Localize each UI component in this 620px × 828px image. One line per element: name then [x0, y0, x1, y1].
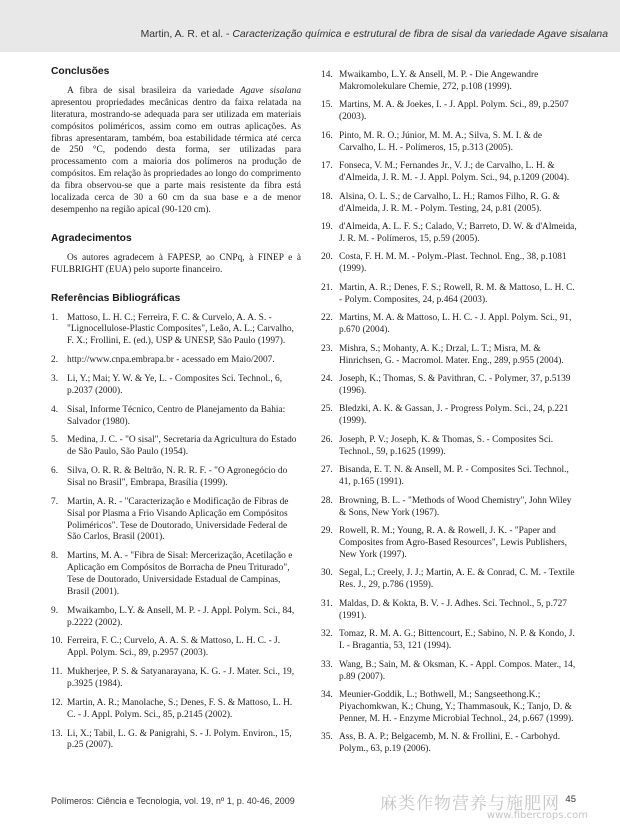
reference-number: 30.	[321, 568, 333, 579]
reference-text: Maldas, D. & Kokta, B. V. - J. Adhes. Sci. Technol., 5, p.727 (1991).	[339, 598, 567, 621]
reference-number: 7.	[51, 496, 59, 507]
reference-text: Ferreira, F. C.; Curvelo, A. A. S. & Mattoso, L. H. C. - J. Appl. Polym. Sci., 89, p.2957 (2003).	[67, 636, 281, 659]
reference-text: Medina, J. C. - "O sisal", Secretaria da Agricultura do Estado de São Paulo, São Paulo (1954).	[67, 435, 297, 458]
reference-number: 21.	[321, 282, 333, 293]
right-column	[323, 70, 578, 763]
reference-text: Mattoso, L. H. C.; Ferreira, F. C. & Curvelo, A. A. S. - "Lignocellulose-Plastic Composites", Leão, A. L.; Carvalho, F. X.; Frollini, E. (ed.), USP & UNESP, São Paulo (1997).	[67, 312, 294, 347]
header-title: Caracterização química e estrutural de fibra de sisal da variedade Agave sisalana	[232, 29, 608, 40]
reference-text: Browning, B. L. - "Methods of Wood Chemistry", John Wiley & Sons, New York (1967).	[339, 495, 572, 518]
reference-item	[323, 496, 578, 520]
reference-text: Martin, A. R.; Denes, F. S.; Rowell, R. M. & Mattoso, L. H. C. - Polym. Composites, 24, p.464 (2003).	[339, 282, 575, 305]
references-heading: Referências Bibliográficas	[51, 292, 181, 304]
reference-item	[323, 568, 578, 592]
reference-text: Sisal, Informe Técnico, Centro de Planejamento da Bahia: Salvador (1980).	[67, 404, 286, 427]
reference-item	[323, 435, 578, 459]
reference-item	[323, 100, 578, 124]
reference-text: Martins, M. A. - "Fibra de Sisal: Mercerização, Acetilação e Aplicação em Compósitos de Borracha de Pneu Triturado", Tese de Doutorado, Universidade Estadual de Campinas, Brasil (2001).	[67, 551, 293, 597]
reference-number: 15.	[321, 100, 333, 111]
reference-item	[51, 551, 301, 599]
reference-text: Bledzki, A. K. & Gassan, J. - Progress Polym. Sci., 24, p.221 (1999).	[339, 404, 569, 427]
reference-text: Li, Y.; Mai; Y. W. & Ye, L. - Composites Sci. Technol., 6, p.2037 (2000).	[67, 373, 283, 396]
reference-text: Martin, A. R.; Manolache, S.; Denes, F. S. & Mattoso, L. H. C. - J. Appl. Polym. Sci., 85, p.2145 (2002).	[67, 697, 293, 720]
reference-item	[323, 629, 578, 653]
reference-list-right	[323, 70, 578, 756]
reference-list-left	[51, 313, 301, 753]
reference-text: Mwaikambo, L.Y. & Ansell, M. P. - Die Angewandre Makromolekulare Chemie, 272, p.108 (1999).	[339, 70, 539, 92]
left-column	[51, 66, 301, 759]
watermark-chinese: 麻类作物营养与施肥网	[380, 794, 560, 814]
reference-number: 12.	[51, 697, 63, 708]
reference-number: 14.	[321, 70, 333, 80]
reference-number: 26.	[321, 434, 333, 445]
reference-text: Martin, A. R. - "Caracterização e Modificação de Fibras de Sisal por Plasma a Frio Visando Aplicação em Compósitos Poliméricos". Tese de Doutorado, Universidade Federal de São Carlos, Brasil (2001).	[67, 496, 289, 543]
reference-number: 25.	[321, 404, 333, 415]
reference-item	[323, 161, 578, 185]
reference-item	[323, 374, 578, 398]
reference-number: 6.	[51, 466, 59, 477]
reference-text: d'Almeida, A. L. F. S.; Calado, V.; Barreto, D. W. & d'Almeida, J. R. M. - Polímeros, 15, p.59 (2005).	[339, 222, 577, 244]
reference-text: Li, X.; Tabil, L. G. & Panigrahi, S. - J. Polym. Environ., 15, p.25 (2007).	[67, 728, 292, 751]
reference-number: 24.	[321, 374, 333, 385]
reference-item	[323, 222, 578, 246]
reference-text: Ass, B. A. P.; Belgacemb, M. N. & Frollini, E. - Carbohyd. Polym., 63, p.19 (2006).	[339, 732, 561, 755]
conclusions-text-b: apresentou propriedades mecânicas dentro da faixa relatada na literatura, mostrando-se adequada para ser utilizada em materiais compósitos poliméricos, assim como em outras aplicações. As fibras apresentaram, também, boa estabilidade térmica até cerca de 250 °C, podendo desta forma, ser utilizadas para processamento com a maioria dos polímeros na produção de compósitos. Em relação às propriedades ao longo do comprimento da fibra observou-se que a parte mais resistente da fibra está localizada cerca de 30 a 60 cm da sua base e a de menor desempenho na região apical (90-120 cm).	[51, 97, 301, 215]
reference-item	[51, 606, 301, 630]
reference-text: Mishra, S.; Mohanty, A. K.; Drzal, L. T.; Misra, M. & Hinrichsen, G. - Macromol. Mater. Eng., 289, p.955 (2004).	[339, 343, 564, 366]
reference-text: Tomaz, R. M. A. G.; Bittencourt, E.; Sabino, N. P. & Kondo, J. I. - Bragantia, 53, 121 (1994).	[339, 629, 575, 652]
reference-number: 16.	[321, 130, 333, 141]
acknowledgments-paragraph: Os autores agradecem à FAPESP, ao CNPq, à FINEP e à FULBRIGHT (EUA) pelo suporte financeiro.	[51, 252, 301, 275]
reference-number: 1.	[51, 312, 59, 323]
reference-item	[323, 526, 578, 562]
reference-item	[51, 667, 301, 691]
reference-text: Fonseca, V. M.; Fernandes Jr., V. J.; de Carvalho, L. H. & d'Almeida, J. R. M. - J. Appl. Polym. Sci., 94, p.1209 (2004).	[339, 161, 570, 184]
reference-item	[51, 497, 301, 545]
reference-item	[323, 70, 578, 94]
conclusions-text-a: A fibra de sisal brasileira da variedade	[67, 85, 241, 96]
reference-item	[51, 374, 301, 398]
reference-number: 4.	[51, 404, 59, 415]
watermark-url: www.fibercrops.com	[486, 810, 588, 821]
reference-number: 20.	[321, 252, 333, 263]
reference-number: 28.	[321, 495, 333, 506]
reference-number: 27.	[321, 465, 333, 476]
reference-item	[51, 355, 301, 367]
reference-text: Mwaikambo, L.Y. & Ansell, M. P. - J. Appl. Polym. Sci., 84, p.2222 (2002).	[67, 605, 295, 628]
reference-text: Mukherjee, P. S. & Satyanarayana, K. G. - J. Mater. Sci., 19, p.3925 (1984).	[67, 667, 295, 690]
reference-number: 22.	[321, 313, 333, 324]
reference-item	[51, 466, 301, 490]
reference-item	[323, 690, 578, 726]
reference-item	[323, 192, 578, 216]
reference-item	[323, 660, 578, 684]
acknowledgments-heading: Agradecimentos	[51, 232, 132, 244]
reference-item	[51, 435, 301, 459]
species-name: Agave sisalana	[240, 85, 302, 96]
reference-text: http://www.cnpa.embrapa.br - acessado em Maio/2007.	[67, 355, 275, 366]
reference-number: 29.	[321, 526, 333, 537]
reference-text: Wang, B.; Sain, M. & Oksman, K. - Appl. Compos. Mater., 14, p.89 (2007).	[339, 659, 576, 682]
reference-text: Joseph, K.; Thomas, S. & Pavithran, C. - Polymer, 37, p.5139 (1996).	[339, 374, 571, 396]
reference-number: 31.	[321, 598, 333, 609]
reference-text: Rowell, R. M.; Young, R. A. & Rowell, J. K. - "Paper and Composites from Agro-Based Resources", Lewis Publishers, New York (1997).	[339, 526, 568, 560]
reference-text: Martins, M. A. & Joekes, I. - J. Appl. Polym. Sci., 89, p.2507 (2003).	[339, 100, 569, 123]
page-number: 45	[565, 794, 576, 805]
reference-number: 18.	[321, 191, 333, 202]
reference-text: Segal, L.; Creely, J. J.; Martin, A. E. & Conrad, C. M. - Textile Res. J., 29, p.786 (1959).	[339, 568, 575, 591]
reference-number: 23.	[321, 343, 333, 354]
reference-number: 10.	[51, 636, 63, 647]
reference-item	[51, 698, 301, 722]
conclusions-paragraph	[51, 86, 301, 217]
reference-text: Pinto, M. R. O.; Júnior, M. M. A.; Silva, S. M. I. & de Carvalho, L. H. - Polímeros, 15, p.313 (2005).	[339, 130, 543, 153]
reference-number: 17.	[321, 161, 333, 172]
reference-item	[323, 732, 578, 756]
conclusions-heading: Conclusões	[51, 66, 110, 77]
reference-item	[51, 405, 301, 429]
reference-number: 35.	[321, 732, 333, 743]
reference-number: 5.	[51, 435, 59, 446]
reference-text: Silva, O. R. R. & Beltrão, N. R. R. F. - "O Agronegócio do Sisal no Brasil", Embrapa, Brasília (1999).	[67, 466, 288, 488]
reference-number: 13.	[51, 728, 63, 739]
reference-number: 11.	[51, 667, 63, 678]
reference-text: Costa, F. H. M. M. - Polym.-Plast. Technol. Eng., 38, p.1081 (1999).	[339, 252, 567, 275]
reference-item	[51, 636, 301, 660]
reference-number: 8.	[51, 551, 59, 562]
reference-number: 32.	[321, 629, 333, 640]
reference-item	[323, 344, 578, 368]
reference-item	[323, 252, 578, 276]
reference-item	[323, 283, 578, 307]
running-header	[141, 29, 608, 40]
reference-number: 3.	[51, 373, 59, 384]
journal-footer: Polímeros: Ciência e Tecnologia, vol. 19, nº 1, p. 40-46, 2009	[51, 796, 295, 806]
reference-item	[323, 131, 578, 155]
reference-item	[51, 313, 301, 349]
reference-number: 33.	[321, 659, 333, 670]
reference-number: 9.	[51, 605, 59, 616]
reference-item	[323, 313, 578, 337]
reference-text: Meunier-Goddik, L.; Bothwell, M.; Sangseethong.K.; Piyachomkwan, K.; Chung, Y.; Thammasouk, K.; Tanjo, D. & Penner, M. H. - Enzyme Microbial Technol., 24, p.667 (1999).	[339, 690, 574, 724]
reference-number: 19.	[321, 222, 333, 233]
reference-number: 34.	[321, 690, 333, 701]
reference-item	[323, 465, 578, 489]
reference-text: Martins, M. A. & Mattoso, L. H. C. - J. Appl. Polym. Sci., 91, p.670 (2004).	[339, 313, 572, 336]
header-authors: Martin, A. R. et al. -	[140, 29, 233, 40]
reference-number: 2.	[51, 355, 59, 366]
page-header	[0, 0, 620, 52]
reference-item	[323, 404, 578, 428]
reference-text: Bisanda, E. T. N. & Ansell, M. P. - Composites Sci. Technol., 41, p.165 (1991).	[339, 465, 569, 488]
reference-text: Joseph, P. V.; Joseph, K. & Thomas, S. - Composites Sci. Technol., 59, p.1625 (1999).	[339, 434, 554, 457]
reference-text: Alsina, O. L. S.; de Carvalho, L. H.; Ramos Filho, R. G. & d'Almeida, J. R. M. - Polym. Testing, 24, p.81 (2005).	[339, 191, 560, 214]
reference-item	[323, 599, 578, 623]
reference-item	[51, 729, 301, 753]
